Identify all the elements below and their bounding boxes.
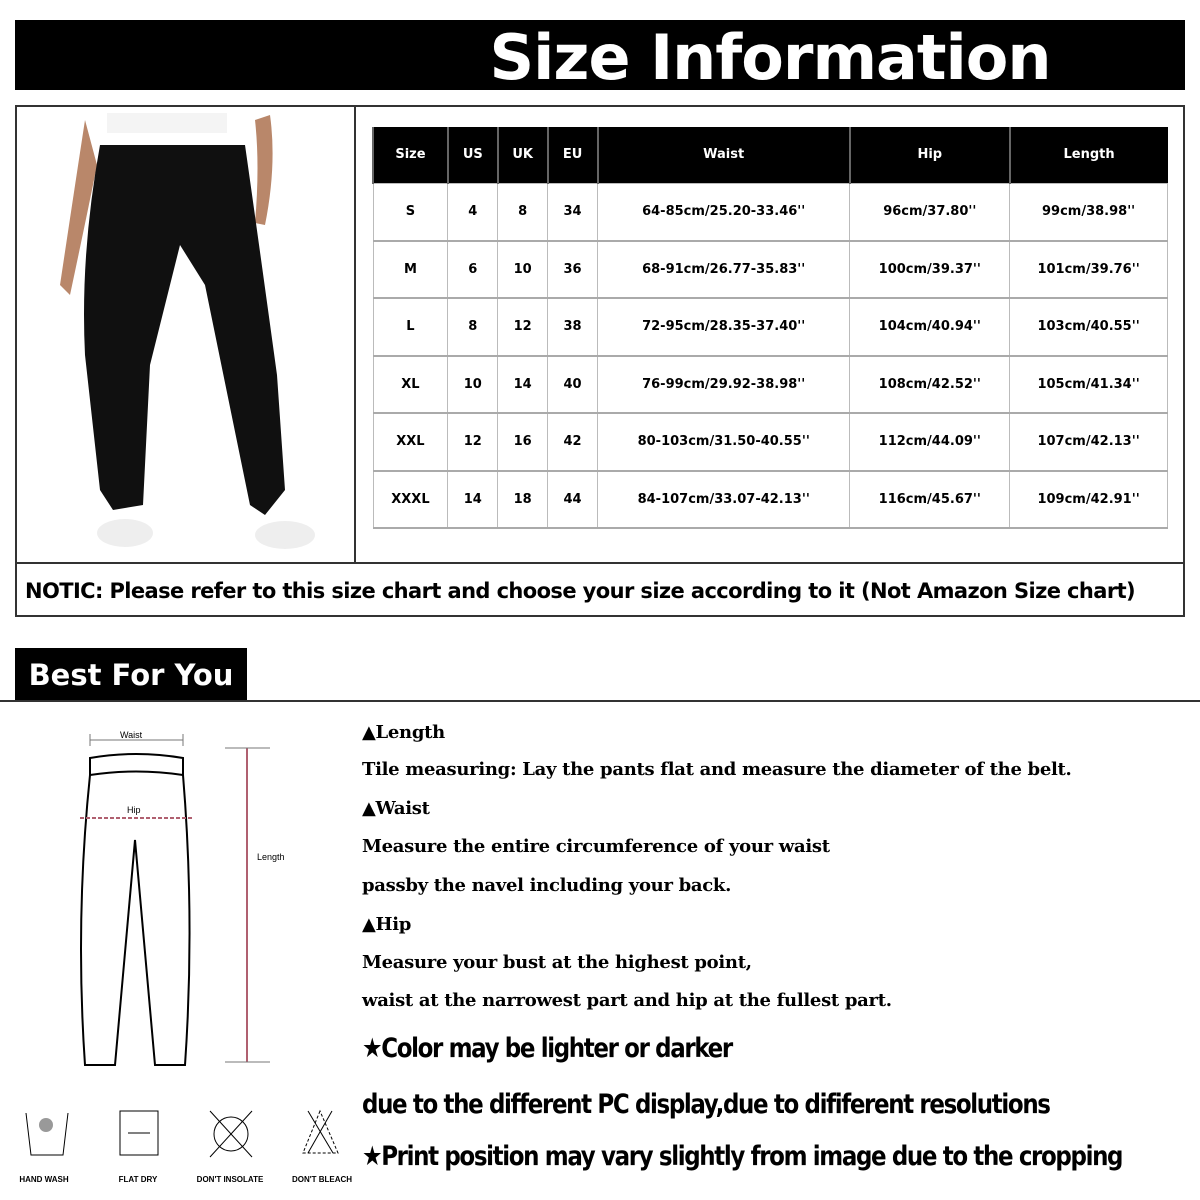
table-cell: 101cm/39.76'' [1010, 241, 1168, 299]
hip-label: Hip [127, 805, 141, 815]
col-waist: Waist [598, 127, 850, 183]
col-uk: UK [498, 127, 548, 183]
table-cell: 108cm/42.52'' [850, 356, 1010, 414]
waist-label: Waist [120, 730, 143, 740]
table-row [373, 298, 1168, 356]
dont-bleach-icon [303, 1111, 338, 1153]
table-cell: 100cm/39.37'' [850, 241, 1010, 299]
table-cell: L [373, 298, 448, 356]
table-cell: 16 [498, 413, 548, 471]
table-cell: 4 [448, 183, 498, 241]
hand-wash-icon [26, 1113, 68, 1155]
table-cell: 72-95cm/28.35-37.40'' [598, 298, 850, 356]
col-length: Length [1010, 127, 1168, 183]
product-photo [15, 105, 356, 562]
table-cell: S [373, 183, 448, 241]
table-cell: 64-85cm/25.20-33.46'' [598, 183, 850, 241]
table-row [373, 356, 1168, 414]
table-cell: 80-103cm/31.50-40.55'' [598, 413, 850, 471]
best-for-you-heading: Best For You [15, 648, 247, 700]
col-hip: Hip [850, 127, 1010, 183]
dont-insolate-icon [210, 1111, 252, 1157]
hip-text-1: Measure your bust at the highest point, [362, 952, 752, 973]
table-cell: 12 [448, 413, 498, 471]
hip-heading: ▲Hip [362, 914, 412, 935]
hip-text-2: waist at the narrowest part and hip at the fullest part. [362, 990, 892, 1011]
table-cell: 84-107cm/33.07-42.13'' [598, 471, 850, 529]
col-us: US [448, 127, 498, 183]
table-cell: XL [373, 356, 448, 414]
table-cell: 96cm/37.80'' [850, 183, 1010, 241]
pants-measure-diagram [60, 720, 320, 1085]
table-cell: XXXL [373, 471, 448, 529]
print-note: ★Print position may vary slightly from image due to the cropping [362, 1141, 1123, 1172]
table-cell: 104cm/40.94'' [850, 298, 1010, 356]
care-label-hand-wash: HAND WASH [19, 1175, 69, 1184]
table-row [373, 471, 1168, 529]
table-row [373, 413, 1168, 471]
table-cell: 105cm/41.34'' [1010, 356, 1168, 414]
table-cell: 10 [498, 241, 548, 299]
table-cell: 8 [448, 298, 498, 356]
table-cell: 36 [548, 241, 598, 299]
table-cell: 116cm/45.67'' [850, 471, 1010, 529]
table-cell: 14 [448, 471, 498, 529]
display-note: due to the different PC display,due to dififerent resolutions [362, 1089, 1050, 1120]
table-cell: 68-91cm/26.77-35.83'' [598, 241, 850, 299]
care-label-flat-dry: FLAT DRY [118, 1175, 158, 1184]
col-size: Size [373, 127, 448, 183]
color-note: ★Color may be lighter or darker [362, 1033, 732, 1064]
table-cell: 12 [498, 298, 548, 356]
care-label-dont-bleach: DON'T BLEACH [291, 1175, 353, 1184]
length-text: Tile measuring: Lay the pants flat and measure the diameter of the belt. [362, 759, 1072, 780]
table-cell: 34 [548, 183, 598, 241]
table-cell: 44 [548, 471, 598, 529]
waist-text-1: Measure the entire circumference of your waist [362, 836, 830, 857]
notice-text: NOTIC: Please refer to this size chart and choose your size according to it (Not Amazon Size chart) [15, 562, 1185, 617]
divider [0, 700, 1200, 702]
table-cell: 8 [498, 183, 548, 241]
table-cell: 103cm/40.55'' [1010, 298, 1168, 356]
table-cell: XXL [373, 413, 448, 471]
page-title: Size Information [489, 21, 1051, 94]
table-cell: 76-99cm/29.92-38.98'' [598, 356, 850, 414]
length-heading: ▲Length [362, 722, 445, 743]
waist-text-2: passby the navel including your back. [362, 875, 732, 896]
table-row [373, 241, 1168, 299]
care-label-dont-insolate: DON'T INSOLATE [196, 1175, 264, 1184]
table-cell: 42 [548, 413, 598, 471]
table-cell: 18 [498, 471, 548, 529]
care-icons [18, 1103, 358, 1168]
table-cell: 112cm/44.09'' [850, 413, 1010, 471]
length-label: Length [257, 852, 285, 862]
table-cell: 99cm/38.98'' [1010, 183, 1168, 241]
table-cell: 10 [448, 356, 498, 414]
size-table [372, 127, 1168, 529]
table-row [373, 183, 1168, 241]
col-eu: EU [548, 127, 598, 183]
table-cell: 38 [548, 298, 598, 356]
waist-heading: ▲Waist [362, 798, 430, 819]
flat-dry-icon [120, 1111, 158, 1155]
table-cell: 109cm/42.91'' [1010, 471, 1168, 529]
table-cell: 107cm/42.13'' [1010, 413, 1168, 471]
table-cell: 6 [448, 241, 498, 299]
table-cell: M [373, 241, 448, 299]
table-cell: 40 [548, 356, 598, 414]
table-cell: 14 [498, 356, 548, 414]
